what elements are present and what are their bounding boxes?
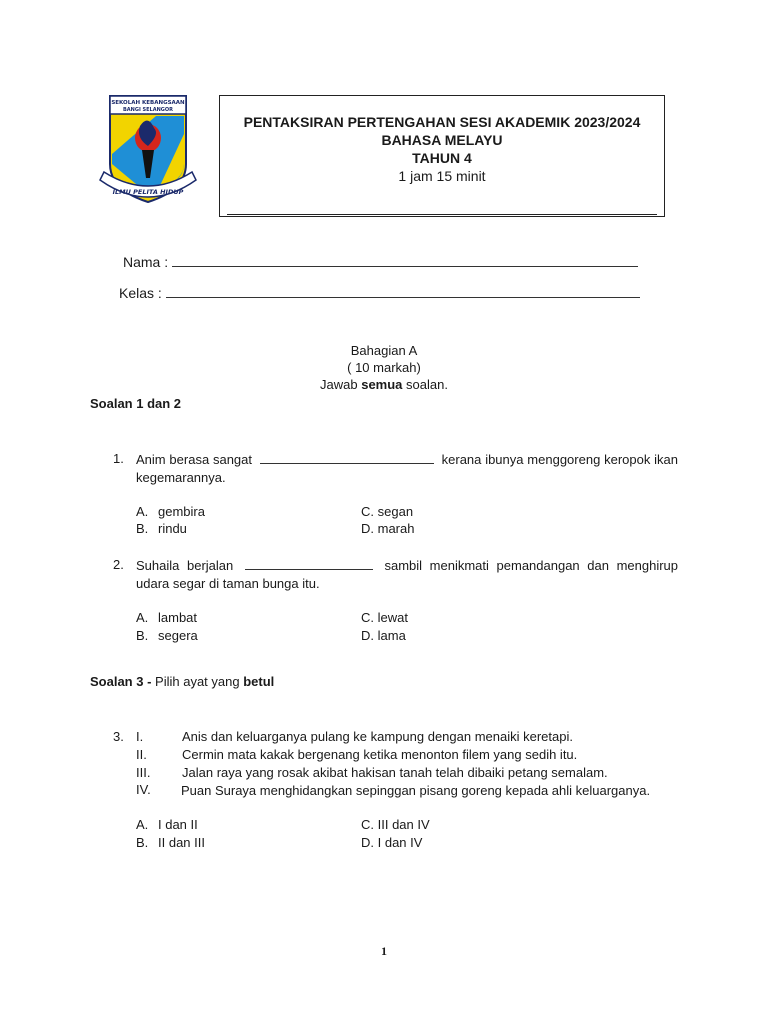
q2-option-d[interactable]: D. lama <box>361 628 406 643</box>
name-field[interactable] <box>123 254 638 270</box>
q3-statement-1: I. Anis dan keluarganya pulang ke kampung dengan menaiki keretapi. <box>136 729 573 744</box>
title-box-underline <box>227 214 657 215</box>
q3-option-d[interactable]: D. I dan IV <box>361 835 423 850</box>
exam-duration: 1 jam 15 minit <box>398 168 486 184</box>
q1-text: Anim berasa sangat kerana ibunya menggoreng keropok ikan kegemarannya. <box>136 452 678 485</box>
svg-text:ILMU PELITA HIDUP: ILMU PELITA HIDUP <box>112 188 184 196</box>
section-instruction: Jawab semua soalan. <box>320 377 448 392</box>
q3-option-b[interactable]: B. II dan III <box>136 835 205 850</box>
q2-option-a[interactable]: A. lambat <box>136 610 198 625</box>
q1-blank <box>260 453 434 464</box>
class-label: Kelas : <box>119 285 162 301</box>
exam-title-box <box>219 95 665 217</box>
school-logo <box>96 94 202 214</box>
q3-statement-4: IV. Puan Suraya menghidangkan sepinggan pisang goreng kepada ahli keluarganya. <box>136 782 651 798</box>
q3-statement-3: III. Jalan raya yang rosak akibat hakisan tanah telah dibaiki petang semalam. <box>136 765 608 780</box>
svg-text:BANGI SELANGOR: BANGI SELANGOR <box>122 107 174 113</box>
q2-number: 2. <box>113 557 124 572</box>
q2-text: Suhaila berjalan sambil menikmati pemandangan dan menghirup udara segar di taman bunga itu. <box>136 558 679 591</box>
page-number: 1 <box>381 944 387 958</box>
q1-number: 1. <box>113 451 124 466</box>
exam-title: PENTAKSIRAN PERTENGAHAN SESI AKADEMIK 2023/2024 <box>243 114 641 130</box>
section-title: Bahagian A <box>350 343 418 358</box>
svg-text:SEKOLAH KEBANGSAAN: SEKOLAH KEBANGSAAN <box>111 100 185 106</box>
name-label: Nama : <box>123 254 169 270</box>
q2-option-b[interactable]: B. segera <box>136 628 198 643</box>
q3-option-a[interactable]: A. I dan II <box>136 817 198 832</box>
q1-option-d[interactable]: D. marah <box>361 521 415 536</box>
q3-option-c[interactable]: C. III dan IV <box>361 817 430 832</box>
exam-subject: BAHASA MELAYU <box>381 132 503 148</box>
q1-option-b[interactable]: B. rindu <box>136 521 187 536</box>
section-marks: ( 10 markah) <box>347 360 421 375</box>
exam-year: TAHUN 4 <box>412 150 472 166</box>
q1-option-c[interactable]: C. segan <box>361 504 414 519</box>
q3-statement-2: II. Cermin mata kakak bergenang ketika menonton filem yang sedih itu. <box>136 747 578 762</box>
q3-number: 3. <box>113 729 124 744</box>
q2-option-c[interactable]: C. lewat <box>361 610 408 625</box>
class-field[interactable] <box>119 285 640 301</box>
name-line[interactable] <box>172 256 638 267</box>
q2-blank <box>245 559 373 570</box>
q1-option-a[interactable]: A. gembira <box>136 504 205 519</box>
group-label-1: Soalan 1 dan 2 <box>90 396 182 411</box>
group-label-2: Soalan 3 - Pilih ayat yang betul <box>90 674 275 689</box>
class-line[interactable] <box>166 287 640 298</box>
